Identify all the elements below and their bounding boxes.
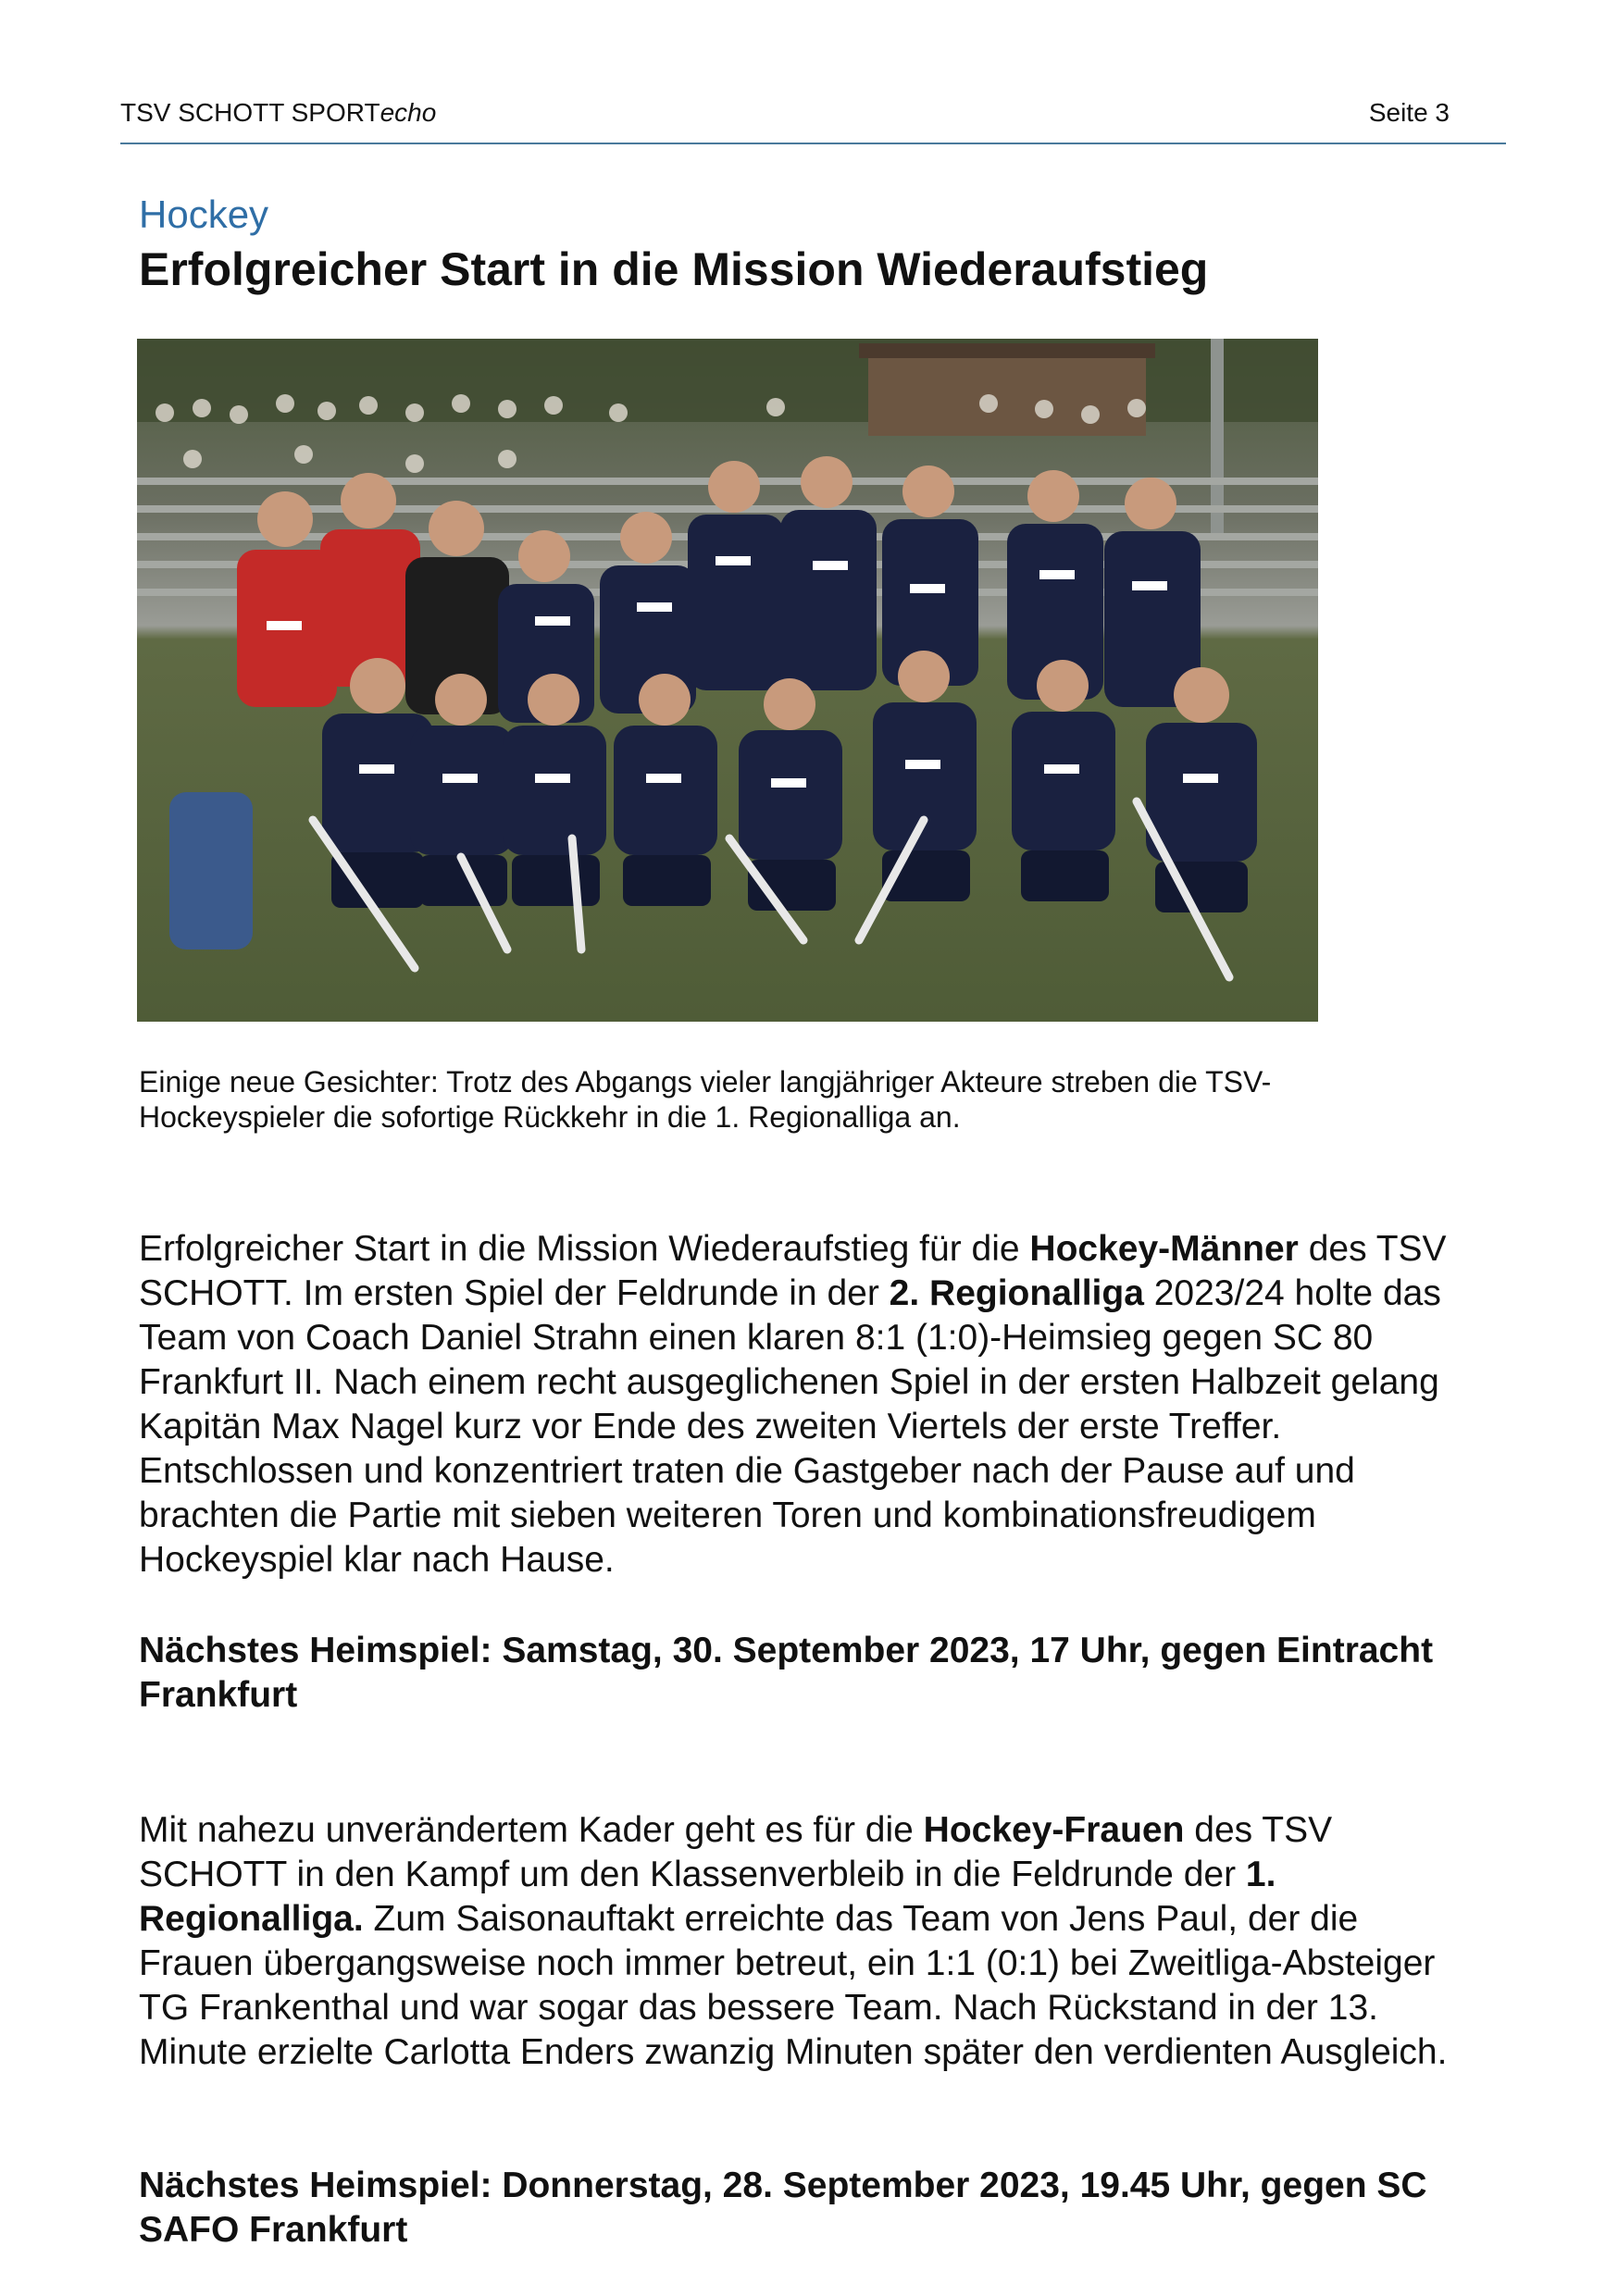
publication-title: TSV SCHOTT SPORTecho: [120, 98, 437, 127]
men-report-paragraph: Erfolgreicher Start in die Mission Wiederaufstieg für die Hockey-Männer des TSV SCHOTT. Im ersten Spiel der Feldrunde in der 2. Regionalliga 2023/24 holte das Team von Coach Daniel Strahn einen klaren 8:1 (1:0)-Heimsieg gegen SC 80 Frankfurt II. Nach einem recht ausgeglichenen Spiel in der ersten Halbzeit gelang Kapitän Max Nagel kurz vor Ende des zweiten Viertels der erste Treffer. Entschlossen und konzentriert traten die Gastgeber nach der Pause auf und brachten die Partie mit sieben weiteren Toren und kombinationsfreudigem Hockeyspiel klar nach Hause.: [139, 1229, 1447, 1580]
team-photo: [137, 339, 1318, 1022]
women-next-game: Nächstes Heimspiel: Donnerstag, 28. September 2023, 19.45 Uhr, gegen SC SAFO Frankfurt: [139, 2166, 1427, 2250]
article-headline: Erfolgreicher Start in die Mission Wiederaufstieg: [139, 243, 1209, 295]
section-label: Hockey: [139, 192, 269, 236]
page-number: Seite 3: [1368, 98, 1450, 127]
photo-caption: Einige neue Gesichter: Trotz des Abgangs vieler langjähriger Akteure streben die TSV-Hockeyspieler die sofortige Rückkehr in die 1. Regionalliga an.: [139, 1065, 1272, 1134]
women-report-paragraph: Mit nahezu unverändertem Kader geht es für die Hockey-Frauen des TSV SCHOTT in den Kampf um den Klassenverbleib in die Feldrunde der 1. Regionalliga. Zum Saisonauftakt erreichte das Team von Jens Paul, der die Frauen übergangsweise noch immer betreut, ein 1:1 (0:1) bei Zweitliga-Absteiger TG Frankenthal und war sogar das bessere Team. Nach Rückstand in der 13. Minute erzielte Carlotta Enders zwanzig Minuten später den verdienten Ausgleich.: [139, 1810, 1448, 2072]
header-divider: [120, 143, 1506, 144]
men-next-game: Nächstes Heimspiel: Samstag, 30. September 2023, 17 Uhr, gegen Eintracht Frankfurt: [139, 1631, 1434, 1715]
